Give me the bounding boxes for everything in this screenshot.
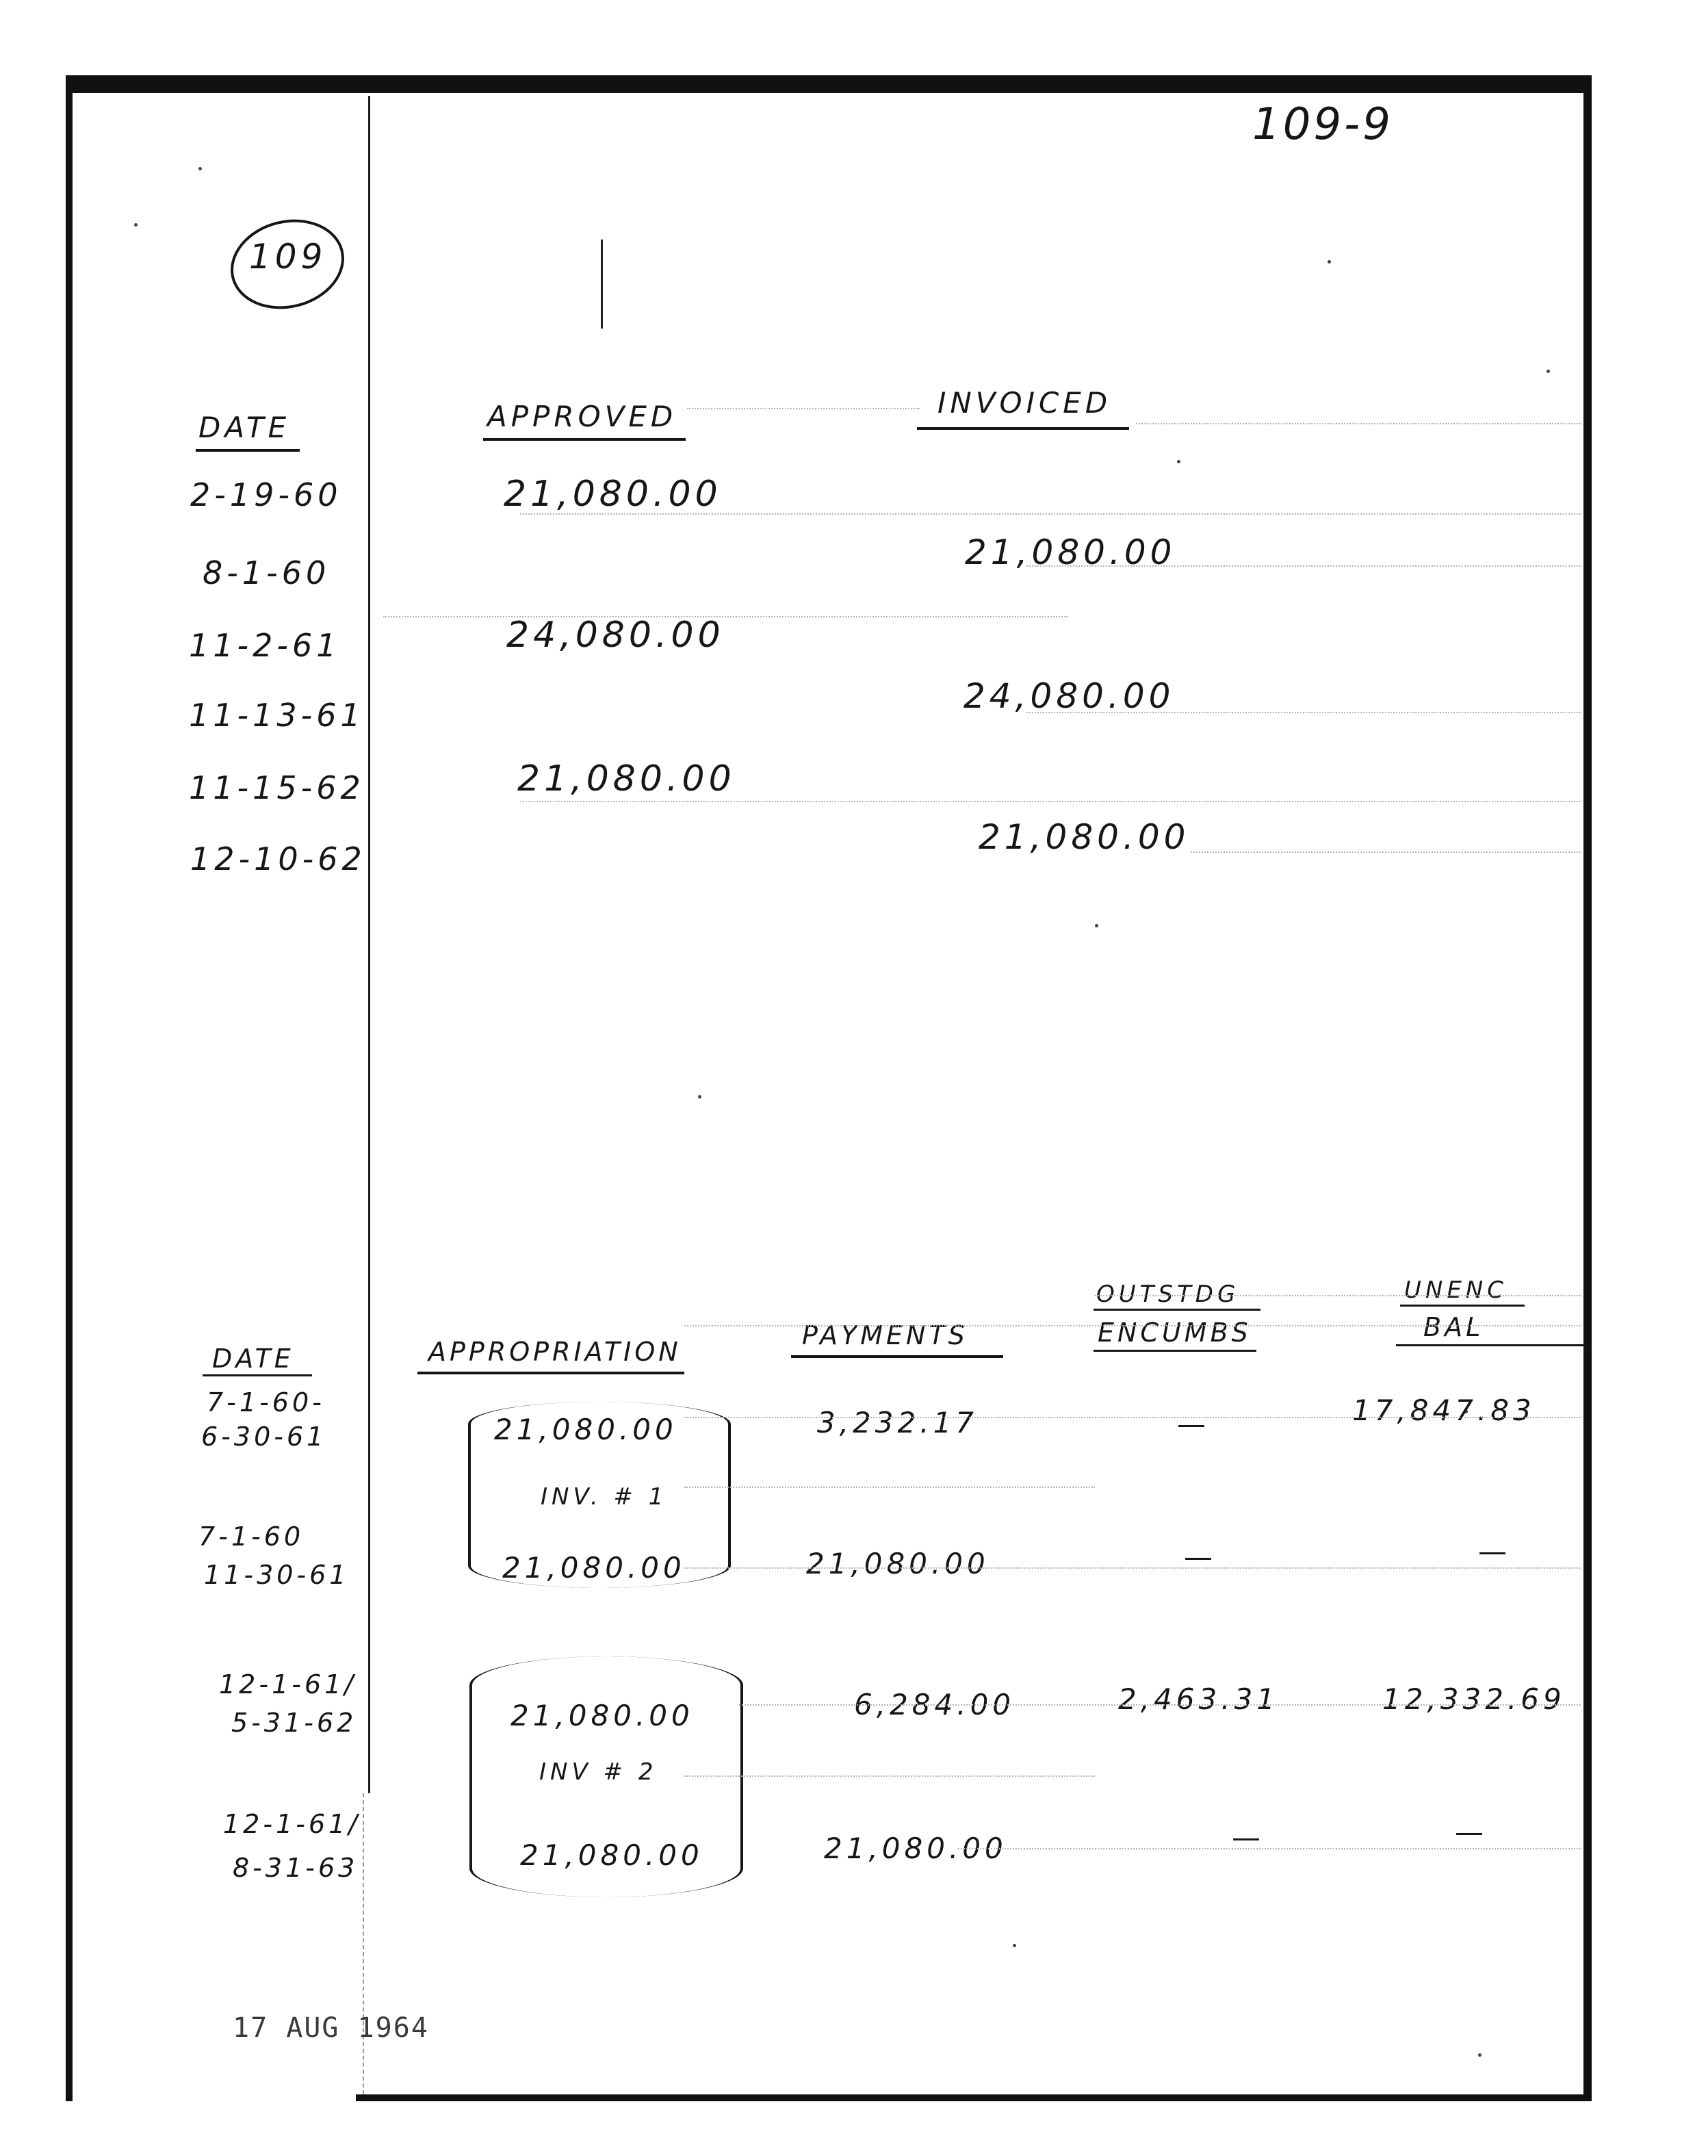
lower-row-3-appropriation: 21,080.00: [502, 1551, 686, 1584]
right-border: [1583, 75, 1592, 2101]
lower-row-3-date-line2: 11-30-61: [204, 1560, 350, 1590]
lower-row-6-payments: 21,080.00: [824, 1832, 1007, 1865]
upper-row-3-approved: 24,080.00: [506, 615, 725, 656]
lower-header-guide: [684, 1325, 1581, 1326]
upper-row-4-date: 11-13-61: [189, 697, 365, 734]
page-number: 109-9: [1252, 99, 1393, 150]
upper-row-2-guide: [1026, 565, 1581, 567]
upper-row-6-invoiced: 21,080.00: [979, 817, 1190, 857]
upper-row-4-invoiced: 24,080.00: [963, 676, 1175, 716]
lower-note-2-guide: [684, 1775, 1095, 1777]
lower-row-3-date-line1: 7-1-60: [198, 1522, 305, 1552]
lower-row-6-guide: [958, 1848, 1581, 1849]
lower-row-6-appropriation: 21,080.00: [520, 1838, 703, 1872]
approved-header: APPROVED: [487, 400, 677, 433]
lower-row-1-guide: [684, 1417, 1581, 1418]
scan-speck: [1177, 460, 1180, 463]
upper-row-6-date: 12-10-62: [190, 840, 366, 877]
upper-row-2-invoiced: 21,080.00: [965, 532, 1176, 572]
lower-row-1-payments: 3,232.17: [817, 1406, 979, 1439]
unenc-underline: [1400, 1305, 1525, 1307]
lower-invoice-note-2: INV # 2: [539, 1758, 658, 1786]
payments-header: PAYMENTS: [802, 1320, 968, 1350]
lower-row-4-date-line1: 12-1-61/: [219, 1669, 357, 1699]
header-guide: [687, 408, 920, 409]
scan-speck: [1478, 2053, 1481, 2057]
date-stamp: 17 AUG 1964: [233, 2012, 429, 2044]
upper-row-5-approved: 21,080.00: [517, 758, 736, 799]
lower-row-1-appropriation: 21,080.00: [494, 1413, 677, 1446]
upper-row-1-approved: 21,080.00: [504, 474, 722, 515]
invoiced-underline: [917, 427, 1129, 430]
lower-invoice-note-1: INV. # 1: [541, 1483, 668, 1511]
lower-note-1-guide: [684, 1487, 1095, 1488]
appropriation-underline: [417, 1372, 684, 1374]
lower-date-underline: [203, 1374, 312, 1376]
margin-rule-dashed: [363, 1793, 364, 2094]
lower-header-guide-top: [1095, 1295, 1581, 1296]
lower-row-4-balance: 12,332.69: [1382, 1682, 1566, 1716]
lower-row-3-balance: —: [1478, 1535, 1511, 1568]
lower-row-4-encumbs: 2,463.31: [1118, 1682, 1280, 1716]
lower-row-1-date-line2: 6-30-61: [201, 1422, 327, 1452]
upper-row-4-guide: [1026, 712, 1581, 713]
unenc-header-line1: UNENC: [1404, 1276, 1508, 1304]
outstanding-header-line1: OUTSTDG: [1096, 1281, 1240, 1308]
upper-row-1-date: 2-19-60: [190, 476, 342, 513]
upper-row-3-date: 11-2-61: [189, 627, 341, 664]
upper-row-5-date: 11-15-62: [189, 769, 365, 806]
upper-row-1-guide: [520, 513, 1581, 515]
lower-row-3-guide: [684, 1567, 1581, 1569]
upper-row-3-guide: [383, 616, 1068, 617]
lower-row-4-date-line2: 5-31-62: [231, 1708, 357, 1738]
outstanding-header-line2: ENCUMBS: [1098, 1318, 1252, 1348]
left-border: [66, 75, 73, 2101]
lower-row-1-balance: 17,847.83: [1352, 1394, 1536, 1427]
bottom-border: [356, 2094, 1592, 2101]
top-border: [66, 75, 1592, 93]
payments-underline: [791, 1355, 1003, 1358]
circled-number-text: 109: [249, 237, 327, 277]
lower-row-3-payments: 21,080.00: [806, 1547, 989, 1580]
lower-row-1-encumbs: —: [1177, 1407, 1210, 1441]
lower-row-1-date-line1: 7-1-60-: [207, 1387, 325, 1417]
header-guide-right: [1136, 423, 1581, 424]
scan-speck: [134, 223, 138, 227]
pen-mark: [601, 240, 603, 329]
lower-row-6-date-line1: 12-1-61/: [223, 1809, 361, 1839]
scan-speck: [698, 1095, 701, 1099]
lower-row-6-balance: —: [1455, 1815, 1488, 1849]
scan-speck: [1013, 1944, 1016, 1947]
scan-speck: [1095, 924, 1098, 927]
lower-row-4-appropriation: 21,080.00: [510, 1699, 694, 1732]
scan-speck: [1547, 370, 1550, 373]
lower-row-6-encumbs: —: [1232, 1821, 1265, 1854]
upper-date-header: DATE: [198, 411, 291, 444]
lower-row-6-date-line2: 8-31-63: [233, 1853, 359, 1883]
unenc-header-line2: BAL: [1423, 1312, 1484, 1342]
appropriation-header: APPROPRIATION: [428, 1337, 682, 1367]
bal-underline: [1396, 1344, 1588, 1346]
upper-row-5-guide: [520, 801, 1581, 802]
upper-row-2-date: 8-1-60: [203, 554, 331, 591]
lower-row-4-guide: [739, 1704, 1581, 1706]
left-bottom-border: [66, 2094, 73, 2101]
scan-speck: [1328, 260, 1331, 264]
scan-speck: [198, 167, 202, 170]
outstanding-underline: [1094, 1309, 1260, 1311]
invoiced-header: INVOICED: [937, 386, 1112, 420]
encumbs-underline: [1094, 1350, 1256, 1352]
upper-row-6-guide: [1191, 851, 1581, 853]
margin-rule: [368, 96, 370, 1793]
upper-date-underline: [196, 449, 300, 452]
lower-row-4-payments: 6,284.00: [854, 1688, 1015, 1721]
approved-underline: [483, 438, 686, 441]
lower-row-3-encumbs: —: [1184, 1540, 1217, 1574]
lower-date-header: DATE: [212, 1344, 294, 1374]
